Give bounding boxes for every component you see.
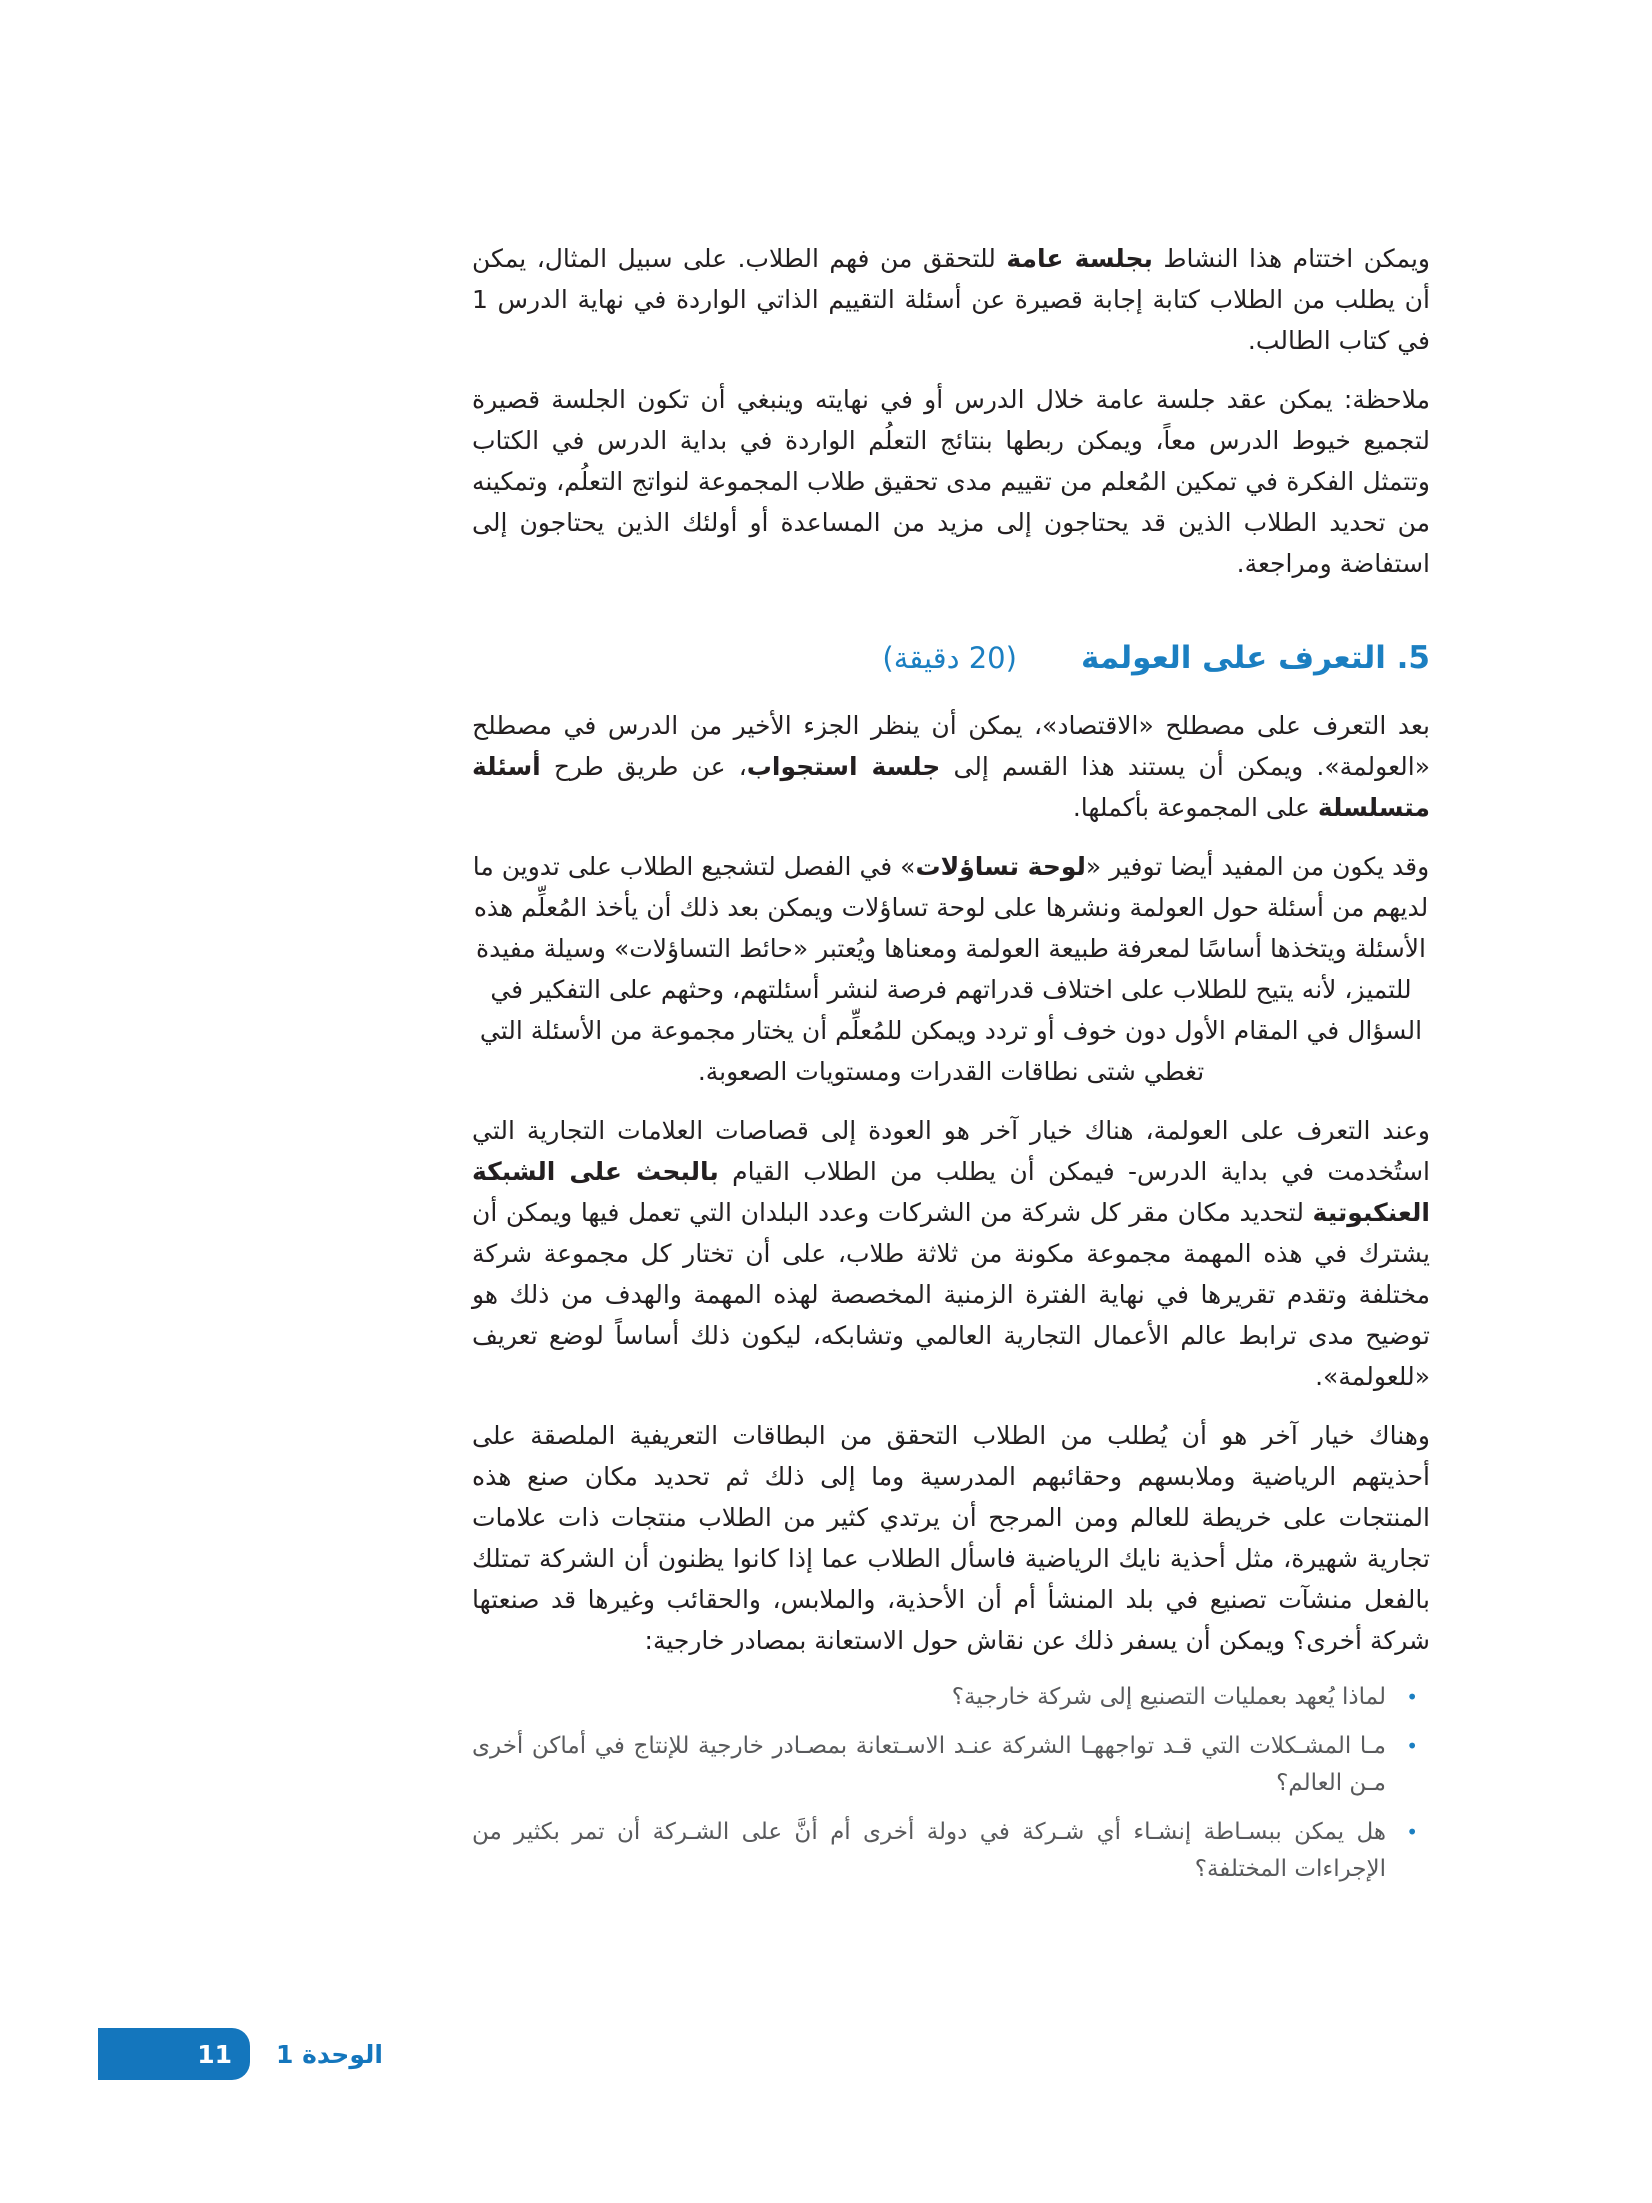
outsourcing-paragraph: وهناك خيار آخر هو أن يُطلب من الطلاب التحقق من البطاقات التعريفية الملصقة على أحذيتهم الرياضية وملابسهم وحقائبهم المدرسية وما إلى ذلك ثم تحديد مكان صنع هذه المنتجات على خريطة للعالم ومن المرجح أن يرتدي كثير من الطلاب منتجات ذات علامات تجارية شهيرة، مثل أحذية نايك الرياضية فاسأل الطلاب عما إذا كانوا يظنون أن الشركة تمتلك بالفعل منشآت تصنيع في بلد المنشأ أم أن الأحذية، والملابس، والحقائب وغيرها قد صنعتها شركة أخرى؟ ويمكن أن يسفر ذلك عن نقاش حول الاستعانة بمصادر خارجية: — [472, 1421, 1430, 1655]
list-item — [472, 1814, 1430, 1888]
text-run: » في الفصل لتشجيع الطلاب على تدوين ما لديهم من أسئلة حول العولمة ونشرها على لوحة تساؤلات ويمكن بعد ذلك أن يأخذ المُعلِّم هذه الأسئلة ويتخذها أساسًا لمعرفة طبيعة العولمة ومعناها ويُعتبر «حائط التساؤلات» وسيلة مفيدة للتميز، لأنه يتيح للطلاب على اختلاف قدراتهم فرصة لنشر أسئلتهم، وحثهم على التفكير في السؤال في المقام الأول دون خوف أو تردد ويمكن للمُعلِّم أن يختار مجموعة من الأسئلة التي تغطي شتى نطاقات القدرات ومستويات الصعوبة. — [472, 852, 1429, 1086]
text-run: وعند التعرف على العولمة، هناك خيار آخر هو العودة إلى قصاصات العلامات التجارية التي استُخدمت في بداية الدرس- فيمكن أن يطلب من الطلاب القيام — [472, 1116, 1430, 1186]
text-run: على المجموعة بأكملها. — [1072, 793, 1318, 822]
globalization-intro-paragraph — [472, 705, 1430, 828]
bullet-icon: • — [1406, 1734, 1418, 1758]
section-duration: (20 دقيقة) — [882, 641, 1017, 675]
bold-term-web-search: بالبحث على الشبكة العنكبوتية — [472, 1157, 1430, 1227]
text-run: للتحقق من فهم الطلاب. على سبيل المثال، يمكن أن يطلب من الطلاب كتابة إجابة قصيرة عن أسئلة التقييم الذاتي الواردة في نهاية الدرس 1 في كتاب الطالب. — [472, 244, 1430, 355]
page-number: 11 — [98, 2028, 250, 2080]
question-text: لماذا يُعهد بعمليات التصنيع إلى شركة خارجية؟ — [951, 1684, 1386, 1710]
section-heading — [472, 638, 1430, 679]
question-board-paragraph — [472, 846, 1430, 1092]
question-text: مـا المشـكلات التي قـد تواجههـا الشركة عنـد الاسـتعانة بمصـادر خارجية للإنتاج في أماكن أخرى مـن العالم؟ — [472, 1733, 1386, 1796]
section-title: 5. التعرف على العولمة — [1080, 640, 1430, 676]
bold-term-sequential-questions: أسئلة متسلسلة — [472, 752, 1430, 822]
brand-research-paragraph — [472, 1110, 1430, 1397]
bullet-icon: • — [1406, 1820, 1418, 1844]
page-footer — [98, 2028, 383, 2080]
text-run: لتحديد مكان مقر كل شركة من الشركات وعدد البلدان التي تعمل فيها ويمكن أن يشترك في هذه المهمة مجموعة مكونة من ثلاثة طلاب، على أن تختار كل مجموعة شركة مختلفة وتقدم تقريرها في نهاية الفترة الزمنية المخصصة لهذه المهمة والهدف من ذلك هو توضيح مدى ترابط عالم الأعمال التجارية العالمي وتشابكه، ليكون ذلك أساساً لوضع تعريف «للعولمة». — [472, 1198, 1430, 1391]
intro-paragraph — [472, 238, 1430, 361]
unit-label: الوحدة 1 — [276, 2039, 383, 2069]
bold-term-question-board: لوحة تساؤلات — [915, 852, 1086, 881]
outsourcing-questions-list — [472, 1679, 1430, 1888]
list-item — [472, 1679, 1430, 1716]
text-run: بعد التعرف على مصطلح «الاقتصاد»، يمكن أن ينظر الجزء الأخير من الدرس في مصطلح «العولمة». ويمكن أن يستند هذا القسم إلى — [472, 711, 1430, 781]
list-item — [472, 1728, 1430, 1802]
bullet-icon: • — [1406, 1685, 1418, 1709]
note-paragraph: ملاحظة: يمكن عقد جلسة عامة خلال الدرس أو في نهايته وينبغي أن تكون الجلسة قصيرة لتجميع خيوط الدرس معاً، ويمكن ربطها بنتائج التعلُم الواردة في بداية الدرس في الكتاب وتتمثل الفكرة في تمكين المُعلم من تقييم مدى تحقيق طلاب المجموعة لنواتج التعلُم، وتمكينه من تحديد الطلاب الذين قد يحتاجون إلى مزيد من المساعدة أو أولئك الذين يحتاجون إلى استفاضة ومراجعة. — [472, 385, 1430, 578]
page-content — [472, 238, 1430, 1900]
bold-term-questioning-session: جلسة استجواب — [746, 752, 941, 781]
bold-term-plenary-session: بجلسة عامة — [1006, 244, 1153, 273]
text-run: ، عن طريق طرح — [540, 752, 747, 781]
text-run: وقد يكون من المفيد أيضا توفير « — [1085, 852, 1430, 881]
question-text: هل يمكن ببسـاطة إنشـاء أي شـركة في دولة أخرى أم أنَّ على الشـركة أن تمر بكثير من الإجراءات المختلفة؟ — [472, 1819, 1386, 1882]
text-run: ويمكن اختتام هذا النشاط — [1152, 244, 1430, 273]
